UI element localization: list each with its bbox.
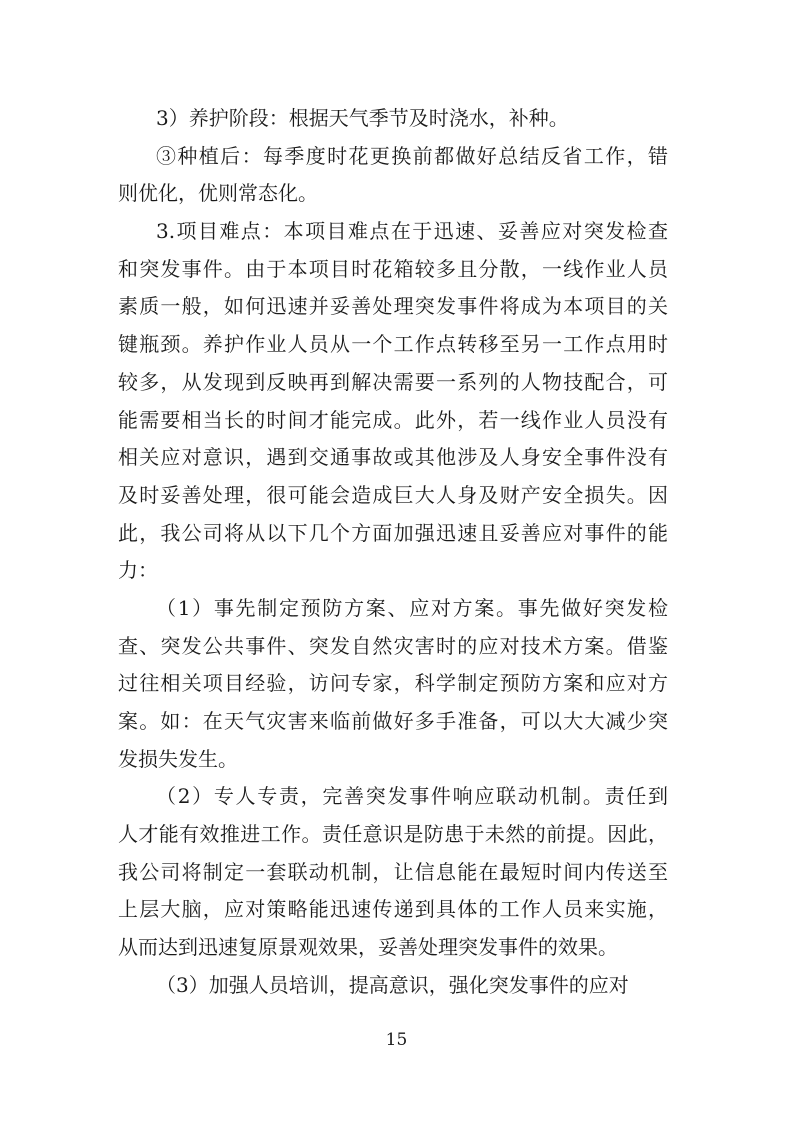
paragraph xyxy=(118,778,668,966)
text-line: 则优化，优则常态化。 xyxy=(118,181,318,206)
text-line: 从而达到迅速复原景观效果，妥善处理突发事件的效果。 xyxy=(118,935,618,960)
paragraph xyxy=(118,967,668,1005)
text-line: （3）加强人员培训，提高意识，强化突发事件的应对 xyxy=(156,972,629,997)
text-line: 3）养护阶段：根据天气季节及时浇水，补种。 xyxy=(156,106,569,130)
text-line: 上层大脑，应对策略能迅速传递到具体的工作人员来实施， xyxy=(118,897,668,922)
text-line: 过往相关项目经验，访问专家，科学制定预防方案和应对方 xyxy=(118,671,668,696)
text-line: 此，我公司将从以下几个方面加强迅速且妥善应对事件的能 xyxy=(118,520,668,545)
text-line: 素质一般，如何迅速并妥善处理突发事件将成为本项目的关 xyxy=(118,294,668,319)
text-line: 和突发事件。由于本项目时花箱较多且分散，一线作业人员 xyxy=(118,256,668,281)
paragraph xyxy=(118,213,668,590)
text-line: 人才能有效推进工作。责任意识是防患于未然的前提。因此， xyxy=(118,822,668,847)
document-body xyxy=(118,100,668,1005)
text-line: （1）事先制定预防方案、应对方案。事先做好突发检 xyxy=(156,595,668,620)
text-line: 发损失发生。 xyxy=(118,746,238,771)
text-line: 力： xyxy=(118,558,158,583)
page-number: 15 xyxy=(385,1030,408,1050)
text-line: 3.项目难点：本项目难点在于迅速、妥善应对突发检查 xyxy=(156,219,668,244)
paragraph xyxy=(118,100,668,138)
text-line: 能需要相当长的时间才能完成。此外，若一线作业人员没有 xyxy=(118,407,668,432)
text-line: 较多，从发现到反映再到解决需要一系列的人物技配合，可 xyxy=(118,369,668,394)
paragraph xyxy=(118,590,668,778)
text-line: 查、突发公共事件、突发自然灾害时的应对技术方案。借鉴 xyxy=(118,633,668,658)
text-line: ③种植后：每季度时花更换前都做好总结反省工作，错 xyxy=(156,143,668,168)
text-line: 我公司将制定一套联动机制，让信息能在最短时间内传送至 xyxy=(118,859,668,884)
text-line: 案。如：在天气灾害来临前做好多手准备，可以大大减少突 xyxy=(118,709,668,733)
text-line: 及时妥善处理，很可能会造成巨大人身及财产安全损失。因 xyxy=(118,482,668,507)
text-line: 键瓶颈。养护作业人员从一个工作点转移至另一工作点用时 xyxy=(118,332,668,357)
text-line: 相关应对意识，遇到交通事故或其他涉及人身安全事件没有 xyxy=(118,445,668,470)
paragraph xyxy=(118,138,668,213)
text-line: （2）专人专责，完善突发事件响应联动机制。责任到 xyxy=(156,784,668,809)
